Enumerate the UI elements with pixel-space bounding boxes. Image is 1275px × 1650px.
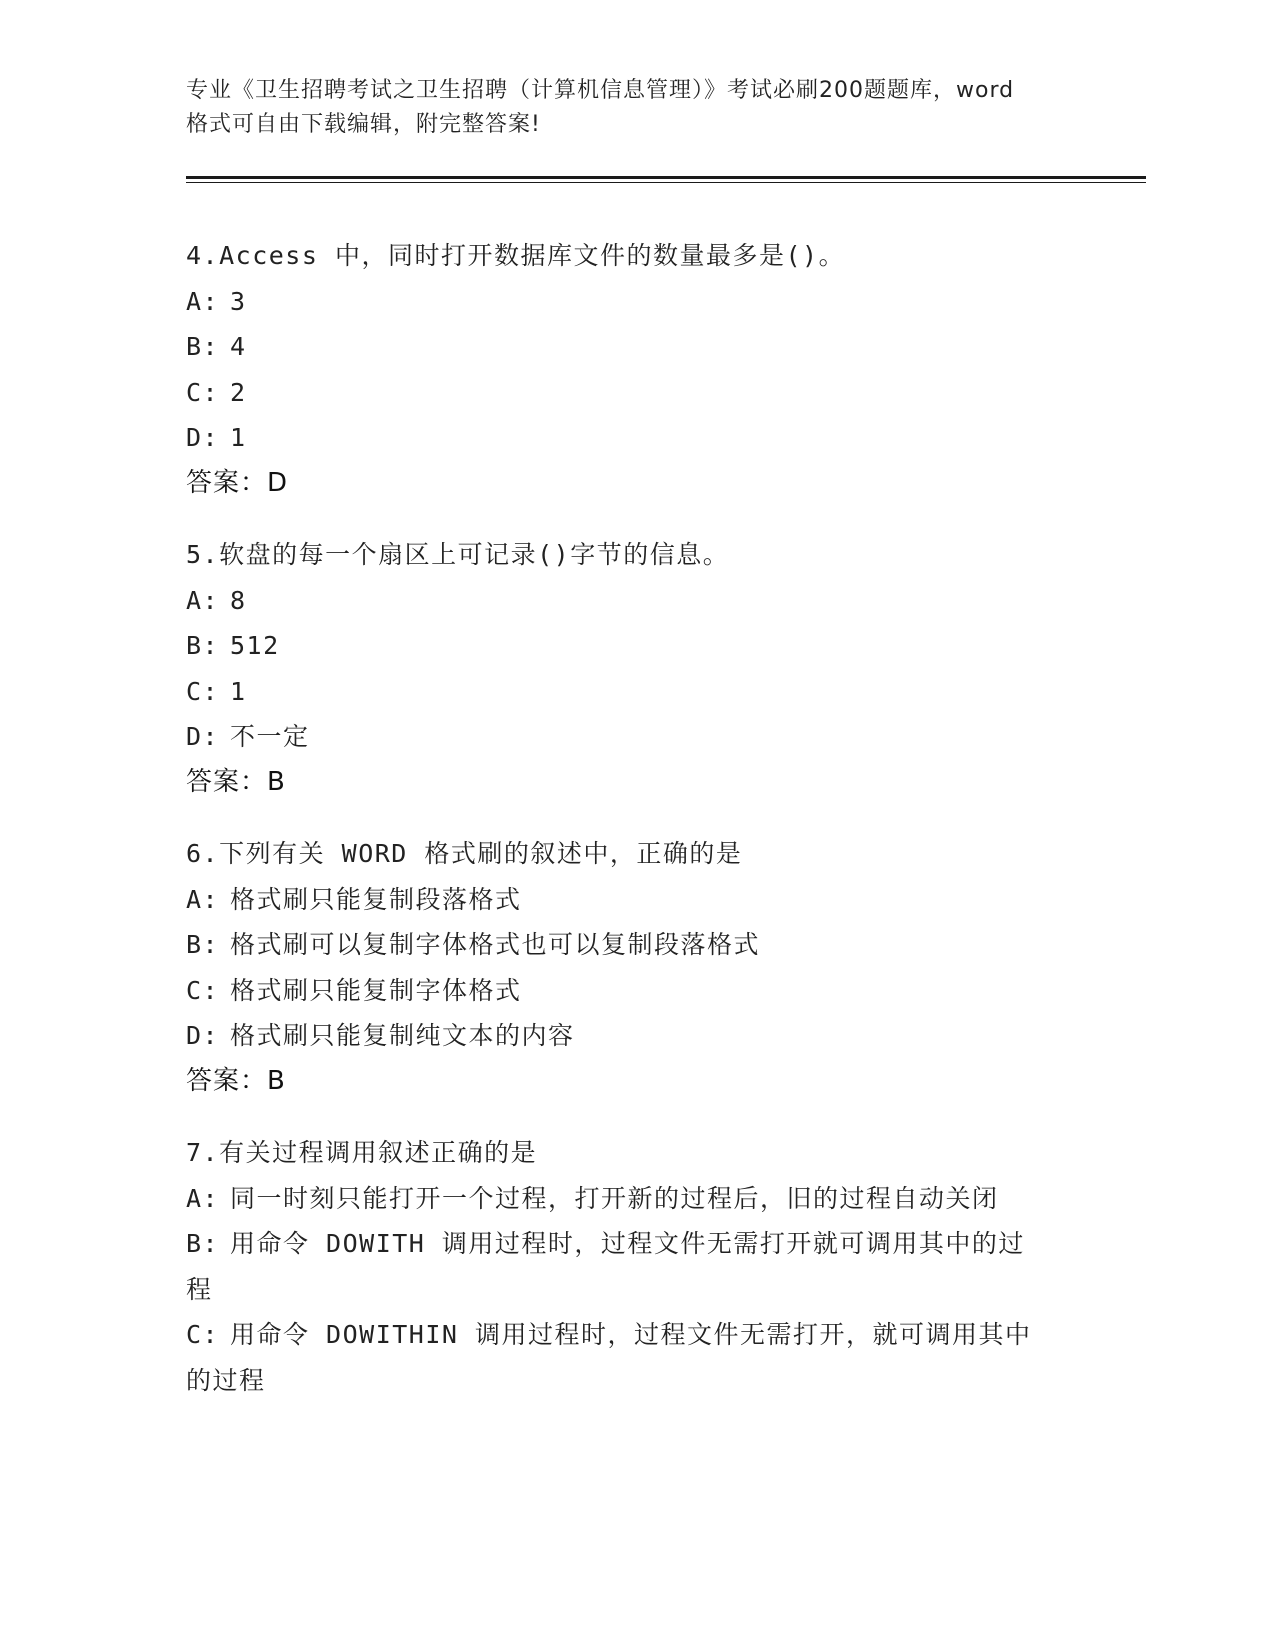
header-line-2: 格式可自由下载编辑，附完整答案! <box>186 112 541 137</box>
option-key: B: <box>186 332 220 361</box>
option-a <box>186 877 1086 923</box>
option-key: C: <box>186 1320 220 1349</box>
option-a <box>186 1176 1086 1222</box>
option-d <box>186 714 1086 760</box>
question-stem: 7.有关过程调用叙述正确的是 <box>186 1138 538 1167</box>
option-a <box>186 578 1086 624</box>
option-text: 同一时刻只能打开一个过程，打开新的过程后，旧的过程自动关闭 <box>230 1183 999 1213</box>
option-text: 用命令 DOWITHIN 调用过程时，过程文件无需打开，就可调用其中 <box>230 1320 1032 1349</box>
option-b <box>186 324 1086 370</box>
option-key: A: <box>186 286 220 316</box>
document-header <box>186 74 1086 142</box>
option-text: 格式刷可以复制字体格式也可以复制段落格式 <box>230 930 761 959</box>
option-text: 8 <box>230 585 247 615</box>
option-c <box>186 669 1086 715</box>
question-stem: 5.软盘的每一个扇区上可记录()字节的信息。 <box>186 540 730 569</box>
option-key: D: <box>186 423 220 452</box>
header-divider-thin <box>186 182 1146 183</box>
option-key: A: <box>186 585 220 615</box>
option-text: 512 <box>230 631 280 660</box>
option-text: 不一定 <box>230 722 310 751</box>
option-c <box>186 1312 1086 1403</box>
option-text: 格式刷只能复制纯文本的内容 <box>230 1021 575 1050</box>
question-4 <box>186 233 1086 506</box>
option-a <box>186 279 1086 325</box>
option-text-continuation: 的过程 <box>186 1365 266 1395</box>
option-key: B: <box>186 930 220 959</box>
header-line-1: 专业《卫生招聘考试之卫生招聘（计算机信息管理）》考试必刷200题题库，word <box>186 78 1015 103</box>
option-key: A: <box>186 884 220 914</box>
question-stem: 4.Access 中，同时打开数据库文件的数量最多是()。 <box>186 241 846 270</box>
option-text: 格式刷只能复制段落格式 <box>230 884 522 914</box>
option-b <box>186 623 1086 669</box>
question-list <box>186 233 1086 1429</box>
header-divider-thick <box>186 176 1146 179</box>
option-b <box>186 922 1086 968</box>
option-c <box>186 968 1086 1014</box>
option-b <box>186 1221 1086 1312</box>
option-key: A: <box>186 1183 220 1213</box>
option-key: C: <box>186 975 220 1005</box>
option-key: D: <box>186 1021 220 1050</box>
question-7 <box>186 1130 1086 1403</box>
question-5 <box>186 532 1086 805</box>
question-stem: 6.下列有关 WORD 格式刷的叙述中，正确的是 <box>186 839 743 868</box>
option-d <box>186 415 1086 461</box>
option-text: 3 <box>230 286 247 316</box>
option-text: 2 <box>230 377 247 407</box>
option-text: 1 <box>230 676 247 706</box>
option-key: B: <box>186 631 220 660</box>
answer-line: 答案：B <box>186 1065 286 1096</box>
option-c <box>186 370 1086 416</box>
option-key: C: <box>186 377 220 407</box>
option-text: 格式刷只能复制字体格式 <box>230 975 522 1005</box>
option-key: C: <box>186 676 220 706</box>
option-text: 用命令 DOWITH 调用过程时，过程文件无需打开就可调用其中的过 <box>230 1229 1025 1258</box>
answer-line: 答案：D <box>186 467 289 498</box>
option-key: D: <box>186 722 220 751</box>
option-key: B: <box>186 1229 220 1258</box>
option-d <box>186 1013 1086 1059</box>
option-text-continuation: 程 <box>186 1274 213 1304</box>
option-text: 4 <box>230 332 247 361</box>
option-text: 1 <box>230 423 247 452</box>
question-6 <box>186 831 1086 1104</box>
answer-line: 答案：B <box>186 766 286 797</box>
